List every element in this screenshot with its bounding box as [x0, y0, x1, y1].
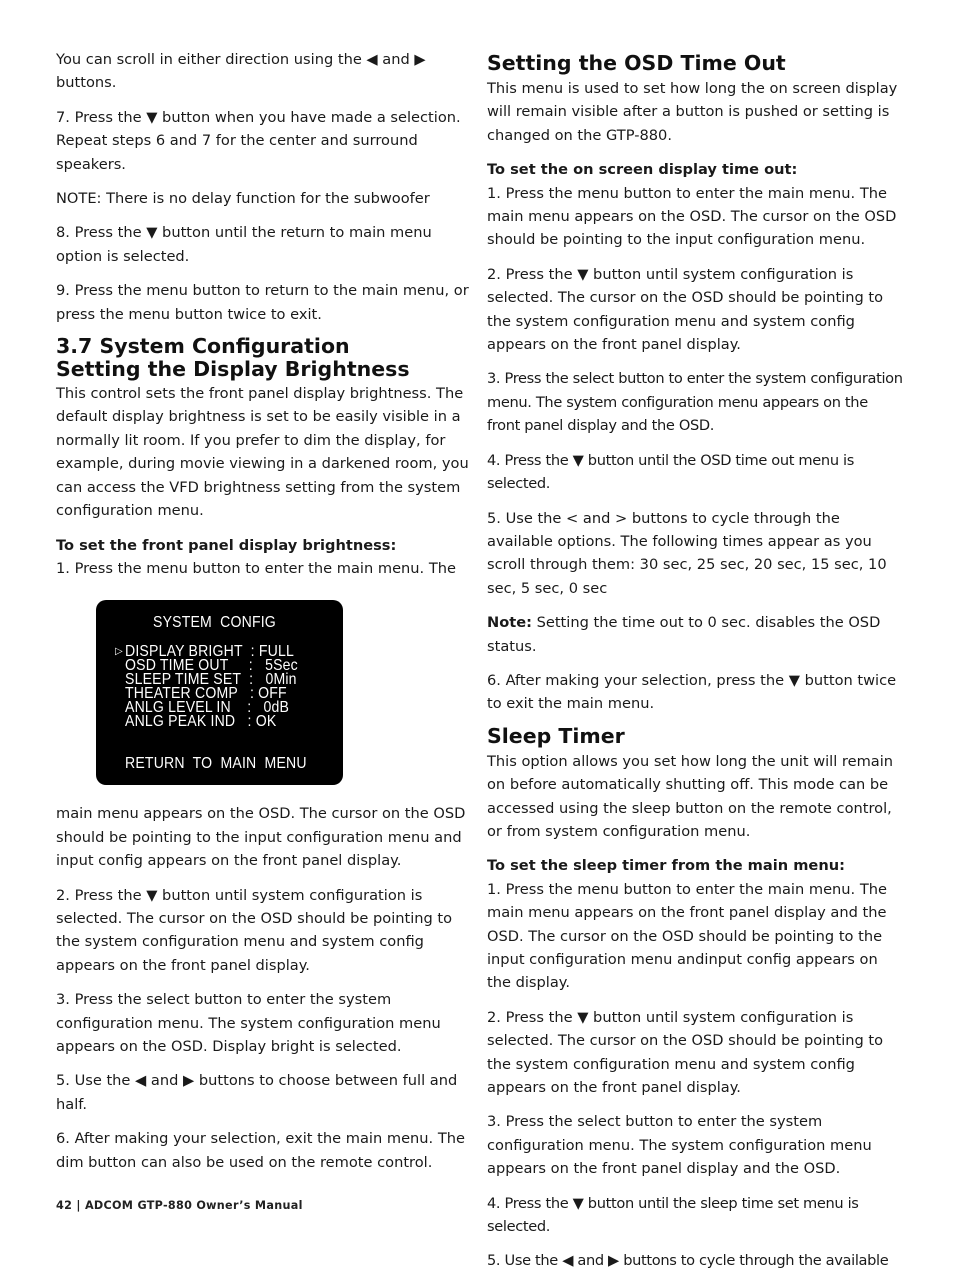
paragraph: 5. Use the < and > buttons to cycle through the available options. The following times appear as you scroll through them: 30 sec, 25 sec, 20 sec, 15 sec, 10 sec, 5 sec, 0 sec [487, 509, 887, 597]
osd-row: ANLG LEVEL IN : 0dB [125, 699, 290, 717]
paragraph: 2. Press the ▼ button until system configuration is selected. The cursor on the OSD should be pointing to the system configuration menu and system config appears on the front panel display. [56, 886, 453, 974]
section-heading-line2: Setting the Display Brightness [56, 357, 410, 382]
note-label: Note: [487, 614, 532, 632]
osd-row: OSD TIME OUT : 5Sec [125, 657, 298, 675]
section-heading: Sleep Timer [487, 723, 625, 748]
paragraph: 9. Press the menu button to return to the main menu, or press the menu button twice to exit. [56, 282, 469, 323]
paragraph: You can scroll in either direction using the ◀ and ▶ buttons. [56, 51, 426, 92]
paragraph: 5. Use the ◀ and ▶ buttons to choose between full and half. [56, 1072, 458, 1113]
paragraph: 5. Use the ◀ and ▶ buttons to cycle through the available [487, 1252, 889, 1270]
paragraph: 4. Press the ▼ button until the sleep time set menu is selected. [487, 1194, 859, 1236]
paragraph: 6. After making your selection, press the ▼ button twice to exit the main menu. [487, 671, 897, 713]
osd-row: THEATER COMP : OFF [125, 685, 287, 703]
osd-menu-image [96, 600, 343, 785]
note-text: Setting the time out to 0 sec. disables the OSD status. [487, 614, 881, 655]
note-paragraph [487, 611, 905, 658]
subheading: To set the front panel display brightness: [56, 536, 397, 554]
paragraph: 1. Press the menu button to enter the main menu. The main menu appears on the front panel display and the OSD. The cursor on the OSD should be pointing to the input configuration menu andinput config appears on the display. [487, 880, 887, 992]
paragraph: 3. Press the select button to enter the system configuration menu. The system configuration menu appears on the front panel display and the OSD. [487, 370, 903, 435]
osd-title: SYSTEM CONFIG [153, 614, 276, 632]
section-heading-line1: 3.7 System Configuration [56, 334, 350, 359]
osd-row: ANLG PEAK IND : OK [125, 713, 277, 731]
paragraph: 2. Press the ▼ button until system configuration is selected. The cursor on the OSD should be pointing to the system configuration menu and system config appears on the front panel display. [487, 265, 884, 354]
section-heading [56, 335, 470, 381]
osd-footer: RETURN TO MAIN MENU [125, 755, 307, 773]
paragraph: This control sets the front panel display brightness. The default display brightness is set to be easily visible in a normally lit room. If you prefer to dim the display, for example, during movie viewing in a darkened room, you can access the VFD brightness setting from the system configuration menu. [56, 385, 469, 520]
paragraph: main menu appears on the OSD. The cursor on the OSD should be pointing to the input configuration menu and input config appears on the front panel display. [56, 805, 466, 870]
paragraph: 1. Press the menu button to enter the main menu. The [56, 559, 456, 577]
note-paragraph: NOTE: There is no delay function for the subwoofer [56, 190, 430, 208]
right-column [487, 48, 905, 1273]
osd-row: SLEEP TIME SET : 0Min [125, 671, 297, 689]
paragraph: 1. Press the menu button to enter the main menu. The main menu appears on the OSD. The cursor on the OSD should be pointing to the input configuration menu. [487, 184, 897, 249]
paragraph: 8. Press the ▼ button until the return to main menu option is selected. [56, 224, 432, 265]
paragraph: This option allows you set how long the unit will remain on before automatically shutting off. This mode can be accessed using the sleep button on the remote control, or from system configuration menu. [487, 752, 894, 840]
paragraph: 3. Press the select button to enter the system configuration menu. The system configuration menu appears on the front panel display and the OSD. [487, 1113, 872, 1178]
paragraph: 2. Press the ▼ button until system configuration is selected. The cursor on the OSD should be pointing to the system configuration menu and system config appears on the front panel display. [487, 1008, 884, 1097]
osd-row: DISPLAY BRIGHT : FULL [125, 643, 294, 661]
osd-pointer-icon: ▷ [115, 646, 123, 658]
subheading: To set the on screen display time out: [487, 161, 798, 179]
paragraph: 7. Press the ▼ button when you have made a selection. Repeat steps 6 and 7 for the center and surround speakers. [56, 108, 461, 173]
paragraph: 3. Press the select button to enter the system configuration menu. The system configuration menu appears on the OSD. Display bright is selected. [56, 991, 441, 1055]
paragraph: 6. After making your selection, exit the main menu. The dim button can also be used on the remote control. [56, 1130, 465, 1171]
left-column [56, 48, 470, 1174]
page-footer: 42 | ADCOM GTP-880 Owner’s Manual [56, 1199, 303, 1212]
paragraph: This menu is used to set how long the on screen display will remain visible after a button is pushed or setting is changed on the GTP-880. [487, 80, 898, 144]
paragraph: 4. Press the ▼ button until the OSD time out menu is selected. [487, 451, 854, 493]
section-heading: Setting the OSD Time Out [487, 51, 786, 75]
subheading: To set the sleep timer from the main menu: [487, 857, 845, 875]
